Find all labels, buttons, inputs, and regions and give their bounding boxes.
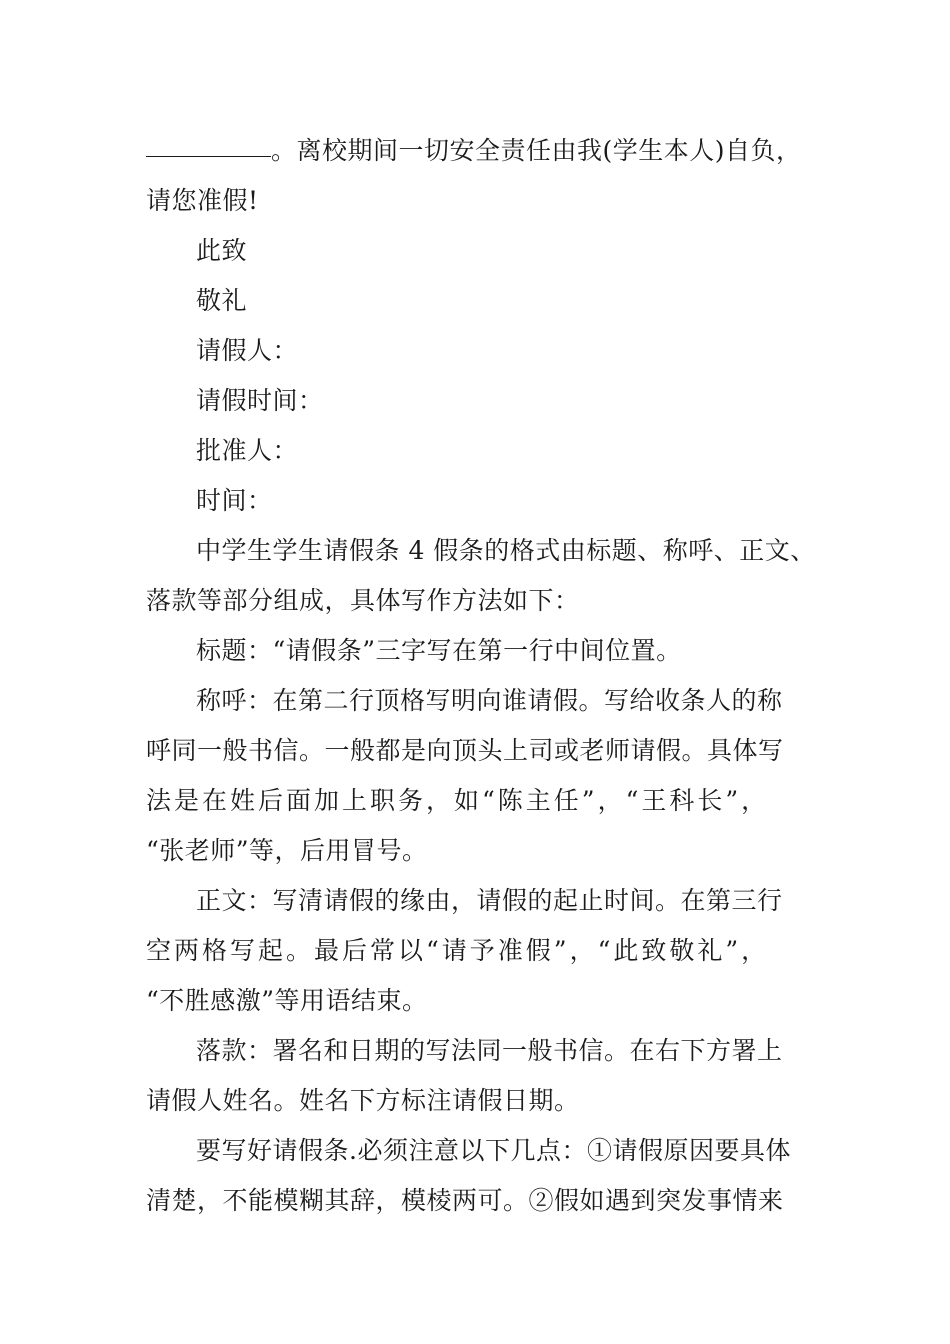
paragraph-line: 要写好请假条.必须注意以下几点：①请假原因要具体 xyxy=(196,1136,791,1165)
text-line xyxy=(146,126,826,176)
paragraph-line: 正文：写清请假的缘由，请假的起止时间。在第三行 xyxy=(196,886,783,915)
closing-line: 敬礼 xyxy=(196,286,248,315)
paragraph-line: “不胜感激”等用语结束。 xyxy=(146,986,428,1015)
signature-field: 请假人： xyxy=(196,336,299,365)
signature-field: 批准人： xyxy=(196,436,299,465)
paragraph-line: 标题：“请假条”三字写在第一行中间位置。 xyxy=(196,636,682,665)
text-line: 请您准假! xyxy=(146,186,259,215)
paragraph-line: 请假人姓名。姓名下方标注请假日期。 xyxy=(146,1086,580,1115)
paragraph-line: 法是在姓后面加上职务，如“陈主任”，“王科长”， xyxy=(146,786,770,815)
paragraph-line: 落款等部分组成，具体写作方法如下： xyxy=(146,586,580,615)
signature-field: 时间： xyxy=(196,486,273,515)
paragraph-line: 中学生学生请假条 4 假条的格式由标题、称呼、正文、 xyxy=(196,536,816,565)
fill-in-blank xyxy=(146,126,271,157)
paragraph-line: 清楚，不能模糊其辞，模棱两可。②假如遇到突发事情来 xyxy=(146,1186,784,1215)
text-line-content: 。离校期间一切安全责任由我(学生本人)自负， xyxy=(271,136,802,165)
paragraph-line: 落款：署名和日期的写法同一般书信。在右下方署上 xyxy=(196,1036,783,1065)
paragraph-line: 呼同一般书信。一般都是向顶头上司或老师请假。具体写 xyxy=(146,736,784,765)
paragraph-line: 空两格写起。最后常以“请予准假”，“此致敬礼”， xyxy=(146,936,770,965)
paragraph-line: 称呼：在第二行顶格写明向谁请假。写给收条人的称 xyxy=(196,686,783,715)
closing-line: 此致 xyxy=(196,236,248,265)
paragraph-line: “张老师”等，后用冒号。 xyxy=(146,836,428,865)
signature-field: 请假时间： xyxy=(196,386,324,415)
document-body xyxy=(146,126,826,1226)
